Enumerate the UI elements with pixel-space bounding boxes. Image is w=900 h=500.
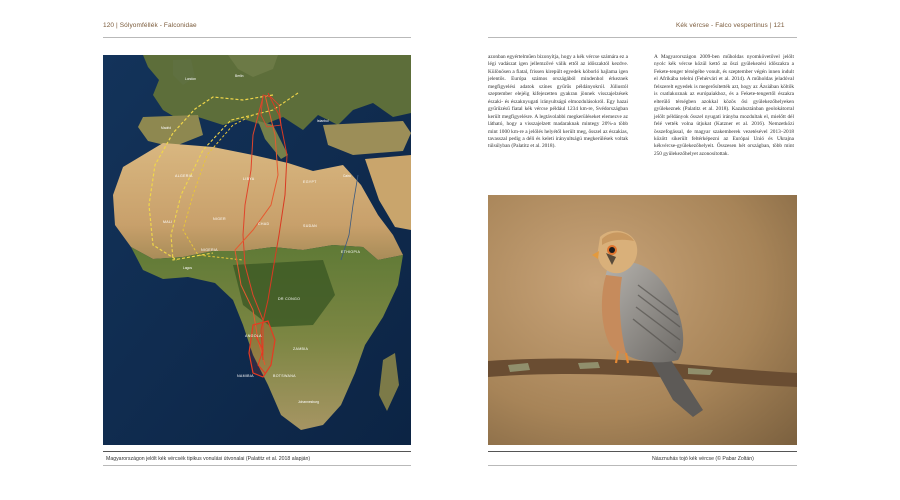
map-country-mali: Mali <box>163 220 173 224</box>
caption-rule-left-bottom <box>103 465 411 466</box>
map-country-angola: Angola <box>245 334 262 338</box>
text-column-2-paragraph: A Magyarországon 2009-ben műholdas nyomkövetővel jelölt nyolc kék vércse közül kettő az őszi gyülekezési időszakra a Fekete-tenger térségébe vonult, és szeptember végén innen indult el Afrikába telelni (Fehérvári et al. 2014). A műholdas jeladóval felszerelt egyedek is megerősítették azt, hogy az Ázsiában költők is csatlakoznak az európaiakhoz, és a Fekete-tengertől északra elterülő térségben azokkal közös ősi gyülekezőhelyeken gyülekeznek (Palatitz et al. 2018). Kazahsztánban geolokátorral jelölt példányok ősszel nyugati irányba mozdultak el, mielőtt dél felé vették volna útjukat (Katzner et al. 2016). Nemzetközi összefogással, de magyar szakemberek vezetésével 2013–2018 között sikerült feltérképezni az Európai Unió és Ukrajna kékvércse-gyülekezőhelyeit. Összesen hét országban, több mint 250 gyülekezőhelyet azonosítottak. <box>654 54 794 157</box>
text-column-1 <box>488 54 628 151</box>
map-country-botswana: Botswana <box>273 374 296 378</box>
map-city-madrid: Madrid <box>161 126 172 130</box>
map-country-libya: Libya <box>243 177 255 181</box>
map-city-berlin: Berlin <box>235 74 244 78</box>
text-column-2 <box>654 54 794 158</box>
map-country-algeria: Algeria <box>175 174 193 178</box>
falcon-photo <box>488 195 797 445</box>
map-city-london: London <box>185 77 197 81</box>
caption-rule-right-top <box>488 451 797 452</box>
page-header-right: Kék vércse - Falco vespertinus | 121 <box>676 22 785 29</box>
map-country-nigeria: Nigeria <box>201 248 218 252</box>
text-column-1-paragraph: azonban egyértelműen bizonyítja, hogy a kék vércse számára ez a légi vadászat igen jellemzővé válik ettől az időszaktól kezdve. Különösen a fiatal, frissen kirepült egyedek kóborló hajlama igen jelentős. Európa számos országából mindenhol érkeznek megfigyelési adatok színes gyűrűs példányokról. Júliustól szeptember elejéig kifejezetten gyakran jönnek visszajelzések északi- és északnyugati irányultságú elmozdulásokról. Egy hazai gyűrűzésű fiatal kék vércse például 1234 km-re, Svédországban került megfigyelésre. A legtávolabbi megkerüléseket elemezve az látható, hogy a visszajelzett madaraknak mintegy 20%-a több mint 1000 km-re a jelölés helyétől került meg, ősszel az északias, tavasszal pedig a déli és keleti irányultságú megkerülések voltak túlsúlyban (Palatitz et al. 2018). <box>488 54 628 150</box>
map-city-johannesburg: Johannesburg <box>298 400 319 404</box>
header-rule-right <box>488 37 797 38</box>
map-country-zambia: Zambia <box>293 347 309 351</box>
page-header-left: 120 | Sólyomféllék - Falconidae <box>103 22 197 29</box>
map-city-istanbul: Istanbul <box>317 119 329 123</box>
map-caption: Magyarországon jelölt kék vércsék tipikus vonulási útvonalai (Palatitz et al. 2018 alapján) <box>106 456 311 462</box>
caption-rule-left-top <box>103 451 411 452</box>
map-country-ethiopia: Ethiopia <box>341 250 361 254</box>
migration-map <box>103 55 411 445</box>
map-country-chad: Chad <box>258 222 270 226</box>
map-country-namibia: Namibia <box>237 374 254 378</box>
caption-rule-right-bottom <box>488 465 797 466</box>
map-city-cairo: Cairo <box>343 174 351 178</box>
header-rule-left <box>103 37 411 38</box>
map-city-lagos: Lagos <box>183 266 192 270</box>
map-country-egypt: Egypt <box>303 180 317 184</box>
photo-caption: Násznuhás tojó kék vércse (© Pabar Zoltán) <box>652 456 754 462</box>
map-country-sudan: Sudan <box>303 224 318 228</box>
map-country-niger: Niger <box>213 217 226 221</box>
map-country-dr-congo: DR Congo <box>278 297 301 301</box>
falcon-eye <box>609 247 615 253</box>
